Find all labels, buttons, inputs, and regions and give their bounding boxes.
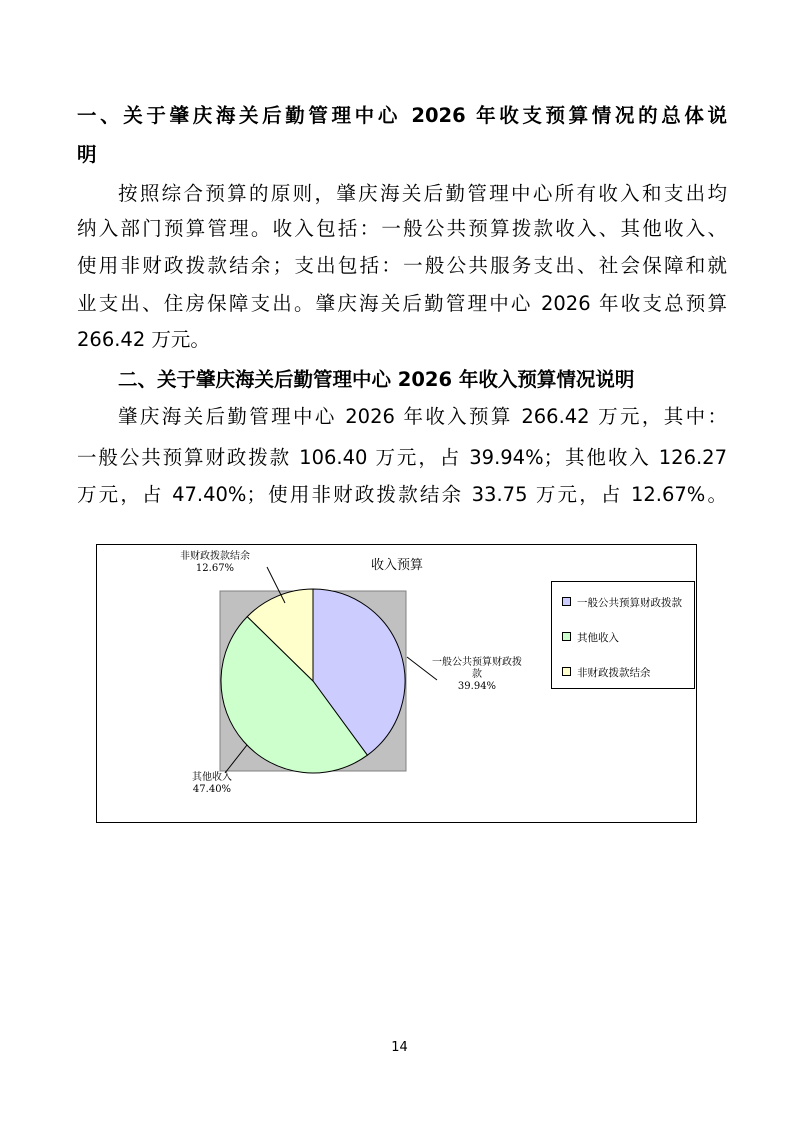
slice-percent-label: 47.40% (192, 784, 232, 795)
section-1-paragraph-line-5: 266.42 万元。 (77, 328, 210, 351)
page-number: 14 (391, 1040, 408, 1055)
slice-percent-label: 39.94% (457, 681, 497, 692)
section-2-paragraph-line-3: 万元，占 47.40%；使用非财政拨款结余 33.75 万元，占 12.67%。 (77, 483, 727, 506)
legend-swatch (562, 597, 571, 606)
slice-name-label: 一般公共预算财政拨 (432, 657, 522, 668)
chart-legend (551, 581, 695, 689)
pie-slices (221, 589, 405, 773)
legend-label: 一般公共预算财政拨款 (577, 597, 682, 609)
section-1-paragraph-line-1: 按照综合预算的原则，肇庆海关后勤管理中心所有收入和支出均 (118, 182, 727, 205)
section-1-paragraph-line-2: 纳入部门预算管理。收入包括：一般公共预算拨款收入、其他收入、 (77, 217, 727, 240)
legend-item (562, 630, 619, 644)
section-1-paragraph-line-4: 业支出、住房保障支出。肇庆海关后勤管理中心 2026 年收支总预算 (77, 292, 727, 315)
chart-title: 收入预算 (370, 558, 424, 573)
legend-item (562, 665, 651, 679)
slice-name-label: 其他收入 (192, 772, 232, 783)
legend-label: 其他收入 (577, 632, 619, 644)
slice-percent-label: 12.67% (195, 563, 235, 574)
section-2-paragraph-line-2: 一般公共预算财政拨款 106.40 万元，占 39.94%；其他收入 126.27 (77, 446, 727, 469)
legend-label: 非财政拨款结余 (577, 667, 651, 679)
legend-swatch (562, 632, 571, 641)
slice-name-label: 非财政拨款结余 (180, 551, 250, 562)
income-budget-pie-chart (96, 544, 697, 823)
section-1-heading-line-1: 一、关于肇庆海关后勤管理中心 2026 年收支预算情况的总体说 (77, 104, 727, 127)
legend-item (562, 595, 682, 609)
section-1-paragraph-line-3: 使用非财政拨款结余；支出包括：一般公共服务支出、社会保障和就 (77, 254, 727, 277)
section-2-paragraph-line-1: 肇庆海关后勤管理中心 2026 年收入预算 266.42 万元，其中： (118, 405, 727, 428)
slice-name-label: 款 (472, 669, 482, 680)
legend-swatch (562, 667, 571, 676)
section-1-heading-line-2: 明 (77, 143, 97, 166)
section-2-heading: 二、关于肇庆海关后勤管理中心 2026 年收入预算情况说明 (118, 368, 635, 391)
